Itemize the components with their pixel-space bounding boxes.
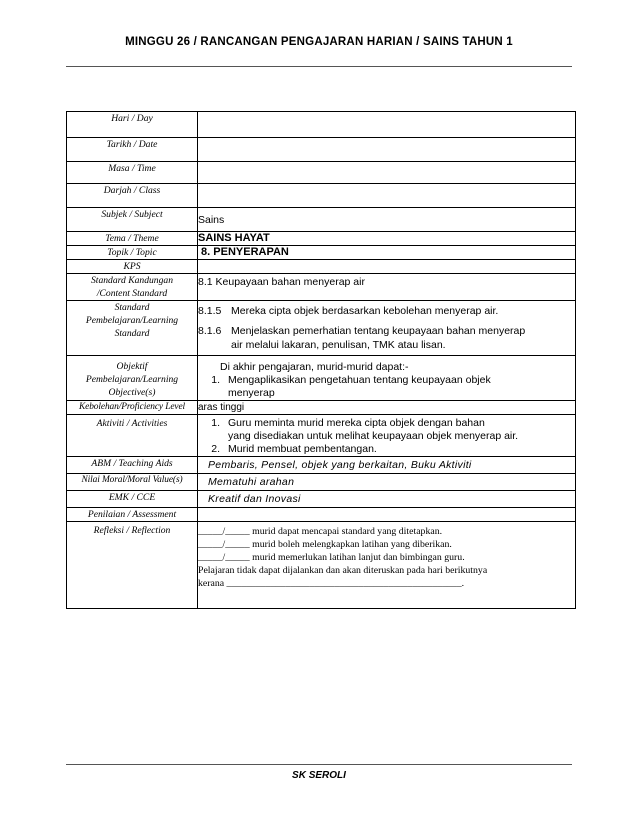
row-emk bbox=[67, 491, 576, 508]
footer-school-name: SK SEROLI bbox=[292, 770, 346, 781]
value-nilai[interactable]: Mematuhi arahan bbox=[198, 474, 576, 491]
row-standard-kandungan bbox=[67, 274, 576, 301]
aktiviti-item-text bbox=[228, 417, 575, 443]
objektif-intro: Di akhir pengajaran, murid-murid dapat:- bbox=[220, 361, 409, 373]
aktiviti-item-line1: Murid membuat pembentangan. bbox=[228, 443, 377, 455]
row-abm bbox=[67, 457, 576, 474]
label-masa: Masa / Time bbox=[67, 162, 198, 184]
header-divider bbox=[66, 66, 572, 67]
objektif-item-number: 1. bbox=[211, 374, 220, 386]
value-penilaian[interactable] bbox=[198, 508, 576, 522]
label-obj-line1: Objektif bbox=[116, 361, 148, 372]
aktiviti-item bbox=[198, 443, 575, 456]
aktiviti-item bbox=[198, 417, 575, 443]
sp-item-text bbox=[231, 324, 575, 352]
sp-item-text bbox=[231, 304, 575, 318]
sp-item-number: 8.1.6 bbox=[198, 325, 222, 337]
label-sp-line2: Pembelajaran/Learning bbox=[85, 315, 179, 326]
sp-item-line1: Menjelaskan pemerhatian tentang keupayaan bahan menyerap bbox=[231, 325, 526, 337]
objektif-item-line1: Mengaplikasikan pengetahuan tentang keupayaan objek bbox=[228, 374, 491, 386]
value-aktiviti[interactable] bbox=[198, 415, 576, 457]
row-kps bbox=[67, 260, 576, 274]
value-subjek[interactable]: Sains bbox=[198, 208, 576, 232]
label-abm: ABM / Teaching Aids bbox=[67, 457, 198, 474]
label-standard-pembelajaran bbox=[67, 301, 198, 356]
row-hari bbox=[67, 112, 576, 138]
label-refleksi: Refleksi / Reflection bbox=[67, 522, 198, 609]
value-kebolehan[interactable]: aras tinggi bbox=[198, 401, 576, 415]
page-header-title: MINGGU 26 / RANCANGAN PENGAJARAN HARIAN / SAINS TAHUN 1 bbox=[125, 36, 513, 48]
sp-item-line2: air melalui lakaran, penulisan, TMK atau lisan. bbox=[231, 339, 446, 351]
row-objektif bbox=[67, 356, 576, 401]
sp-item-line1: Mereka cipta objek berdasarkan kebolehan menyerap air. bbox=[231, 305, 499, 317]
refleksi-line: _____/_____ murid memerlukan latihan lanjut dan bimbingan guru. bbox=[198, 552, 465, 563]
refleksi-line: Pelajaran tidak dapat dijalankan dan akan diteruskan pada hari berikutnya bbox=[198, 565, 488, 576]
row-kebolehan bbox=[67, 401, 576, 415]
label-nilai: Nilai Moral/Moral Value(s) bbox=[67, 474, 198, 491]
sp-item bbox=[198, 324, 575, 352]
label-sk-line2: /Content Standard bbox=[96, 288, 168, 299]
objektif-item bbox=[198, 374, 575, 400]
aktiviti-item-number: 2. bbox=[211, 443, 220, 455]
value-topik[interactable]: 8. PENYERAPAN bbox=[198, 246, 576, 260]
value-refleksi[interactable] bbox=[198, 522, 576, 609]
row-tarikh bbox=[67, 138, 576, 162]
value-objektif[interactable] bbox=[198, 356, 576, 401]
footer-divider bbox=[66, 764, 572, 765]
label-hari: Hari / Day bbox=[67, 112, 198, 138]
value-standard-pembelajaran[interactable] bbox=[198, 301, 576, 356]
label-topik: Topik / Topic bbox=[67, 246, 198, 260]
label-emk: EMK / CCE bbox=[67, 491, 198, 508]
value-hari[interactable] bbox=[198, 112, 576, 138]
label-sk-line1: Standard Kandungan bbox=[91, 275, 173, 286]
label-obj-line2: Pembelajaran/Learning bbox=[85, 374, 179, 385]
refleksi-line: kerana ________________________________________________. bbox=[198, 578, 465, 589]
label-kps: KPS bbox=[67, 260, 198, 274]
label-subjek: Subjek / Subject bbox=[67, 208, 198, 232]
value-masa[interactable] bbox=[198, 162, 576, 184]
label-penilaian: Penilaian / Assessment bbox=[67, 508, 198, 522]
value-tarikh[interactable] bbox=[198, 138, 576, 162]
aktiviti-item-line1: Guru meminta murid mereka cipta objek dengan bahan bbox=[228, 417, 485, 429]
row-refleksi bbox=[67, 522, 576, 609]
label-obj-line3: Objective(s) bbox=[108, 387, 156, 398]
objektif-item-line2: menyerap bbox=[228, 387, 275, 399]
label-sp-line1: Standard bbox=[114, 302, 150, 313]
row-penilaian bbox=[67, 508, 576, 522]
row-darjah bbox=[67, 184, 576, 208]
label-aktiviti: Aktiviti / Activities bbox=[67, 415, 198, 457]
value-kps[interactable] bbox=[198, 260, 576, 274]
refleksi-line: _____/_____ murid boleh melengkapkan latihan yang diberikan. bbox=[198, 539, 452, 550]
row-aktiviti bbox=[67, 415, 576, 457]
aktiviti-item-number: 1. bbox=[211, 417, 220, 429]
label-tema: Tema / Theme bbox=[67, 232, 198, 246]
row-masa bbox=[67, 162, 576, 184]
row-tema bbox=[67, 232, 576, 246]
sp-item bbox=[198, 304, 575, 318]
label-darjah: Darjah / Class bbox=[67, 184, 198, 208]
value-darjah[interactable] bbox=[198, 184, 576, 208]
value-emk[interactable]: Kreatif dan Inovasi bbox=[198, 491, 576, 508]
value-standard-kandungan[interactable]: 8.1 Keupayaan bahan menyerap air bbox=[198, 274, 576, 301]
value-tema[interactable]: SAINS HAYAT bbox=[198, 232, 576, 246]
label-kebolehan: Kebolehan/Proficiency Level bbox=[67, 401, 198, 415]
value-abm[interactable]: Pembaris, Pensel, objek yang berkaitan, Buku Aktiviti bbox=[198, 457, 576, 474]
row-subjek bbox=[67, 208, 576, 232]
aktiviti-item-text bbox=[228, 443, 575, 456]
refleksi-line: _____/_____ murid dapat mencapai standard yang ditetapkan. bbox=[198, 526, 443, 537]
label-objektif bbox=[67, 356, 198, 401]
label-tarikh: Tarikh / Date bbox=[67, 138, 198, 162]
lesson-plan-table bbox=[66, 111, 576, 609]
row-standard-pembelajaran bbox=[67, 301, 576, 356]
row-topik bbox=[67, 246, 576, 260]
aktiviti-item-line2: yang disediakan untuk melihat keupayaan objek menyerap air. bbox=[228, 430, 519, 442]
sp-item-number: 8.1.5 bbox=[198, 305, 222, 317]
objektif-item-text bbox=[228, 374, 575, 400]
row-nilai bbox=[67, 474, 576, 491]
label-sp-line3: Standard bbox=[114, 328, 150, 339]
label-standard-kandungan bbox=[67, 274, 198, 301]
